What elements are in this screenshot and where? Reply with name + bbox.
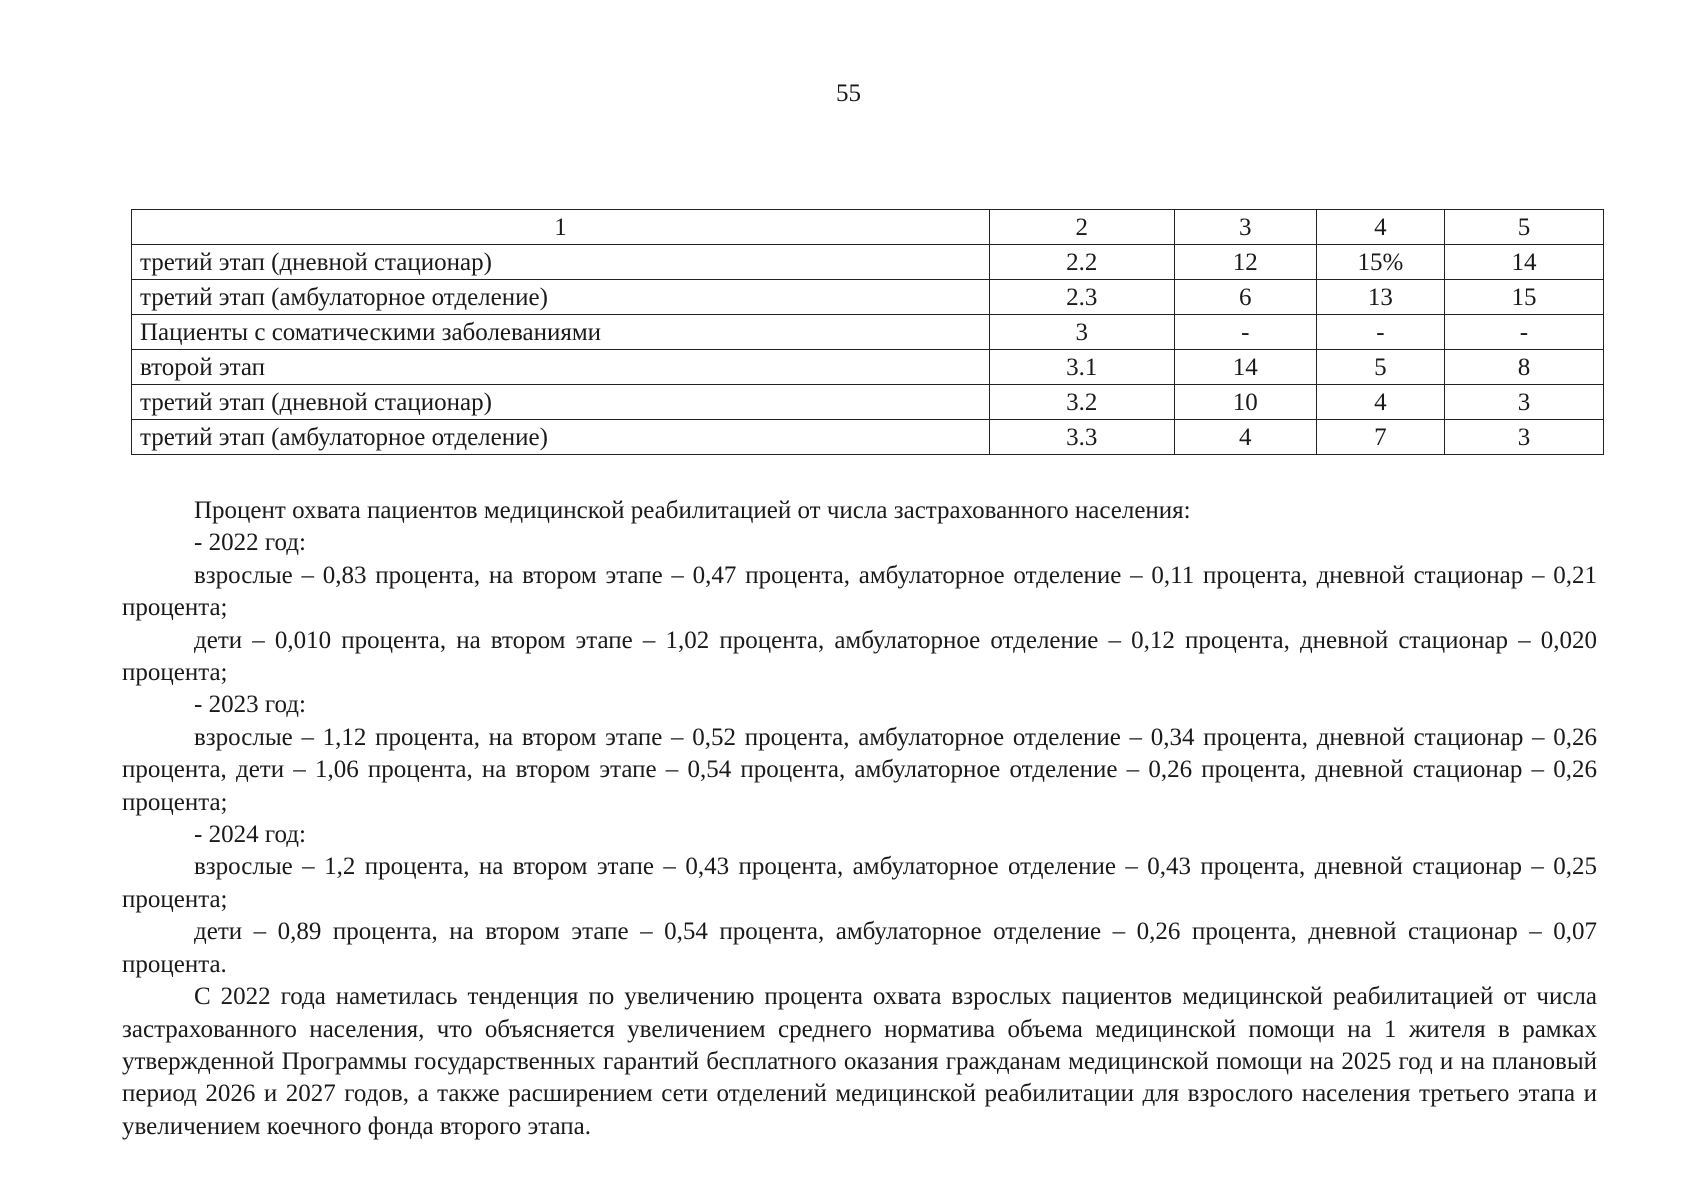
table-cell: 4 — [1316, 385, 1444, 420]
paragraph: - 2024 год: — [194, 821, 306, 849]
table-cell: 2.2 — [989, 245, 1174, 280]
table-cell: - — [1316, 315, 1444, 350]
table-cell: 10 — [1174, 385, 1316, 420]
table-cell: 13 — [1316, 280, 1444, 315]
table-cell: третий этап (дневной стационар) — [132, 385, 990, 420]
table-header-cell: 3 — [1174, 210, 1316, 245]
table-header-cell: 4 — [1316, 210, 1444, 245]
table-row — [132, 245, 1604, 280]
table-cell: 3 — [1444, 420, 1603, 455]
table-header-cell: 1 — [132, 210, 990, 245]
table-cell: 4 — [1174, 420, 1316, 455]
paragraph: взрослые – 1,2 процента, на втором этапе – 0,43 процента, амбулаторное отделение – 0,43 процента, дневной стационар – 0,25 процента; — [122, 853, 1597, 913]
table-cell: третий этап (амбулаторное отделение) — [132, 280, 990, 315]
table-cell: 5 — [1316, 350, 1444, 385]
paragraph: - 2023 год: — [194, 691, 306, 719]
table-cell: 7 — [1316, 420, 1444, 455]
paragraph: дети – 0,89 процента, на втором этапе – 0,54 процента, амбулаторное отделение – 0,26 процента, дневной стационар – 0,07 процента. — [122, 918, 1597, 978]
table-cell: - — [1174, 315, 1316, 350]
data-table — [131, 209, 1604, 455]
table-cell: 3.3 — [989, 420, 1174, 455]
table-cell: 14 — [1444, 245, 1603, 280]
table-cell: - — [1444, 315, 1603, 350]
table-cell: 6 — [1174, 280, 1316, 315]
table-header-cell: 5 — [1444, 210, 1603, 245]
paragraph: С 2022 года наметилась тенденция по увеличению процента охвата взрослых пациентов медицинской реабилитацией от числа застрахованного населения, что объясняется увеличением среднего норматива объема медицинской помощи на 1 жителя в рамках утвержденной Программы государственных гарантий бесплатного оказания гражданам медицинской помощи на 2025 год и на плановый период 2026 и 2027 годов, а также расширением сети отделений медицинской реабилитации для взрослого населения третьего этапа и увеличением коечного фонда второго этапа. — [122, 983, 1597, 1140]
table-cell: третий этап (дневной стационар) — [132, 245, 990, 280]
table-row — [132, 280, 1604, 315]
paragraph: - 2022 год: — [194, 529, 306, 557]
table-cell: 3 — [989, 315, 1174, 350]
paragraph: Процент охвата пациентов медицинской реабилитацией от числа застрахованного населения: — [194, 497, 1191, 524]
body-text — [122, 495, 1597, 1143]
table-row — [132, 420, 1604, 455]
paragraph: взрослые – 1,12 процента, на втором этапе – 0,52 процента, амбулаторное отделение – 0,34 процента, дневной стационар – 0,26 процента, дети – 1,06 процента, на втором этапе – 0,54 процента, амбулаторное отделение – 0,26 процента, дневной стационар – 0,26 процента; — [122, 723, 1597, 816]
paragraph: дети – 0,010 процента, на втором этапе – 1,02 процента, амбулаторное отделение – 0,12 процента, дневной стационар – 0,020 процента; — [122, 626, 1597, 687]
table-row — [132, 350, 1604, 385]
table-cell: 3.1 — [989, 350, 1174, 385]
paragraph: взрослые – 0,83 процента, на втором этапе – 0,47 процента, амбулаторное отделение – 0,11 процента, дневной стационар – 0,21 процента; — [122, 561, 1597, 622]
table-header-cell: 2 — [989, 210, 1174, 245]
table-row — [132, 385, 1604, 420]
table-cell: 8 — [1444, 350, 1603, 385]
table-cell: 2.3 — [989, 280, 1174, 315]
table-header-row — [132, 210, 1604, 245]
table-cell: 12 — [1174, 245, 1316, 280]
table-cell: третий этап (амбулаторное отделение) — [132, 420, 990, 455]
table-cell: 14 — [1174, 350, 1316, 385]
page-number: 55 — [836, 80, 861, 107]
table-cell: 3 — [1444, 385, 1603, 420]
table-cell: 15% — [1316, 245, 1444, 280]
table-cell: второй этап — [132, 350, 990, 385]
table-cell: 3.2 — [989, 385, 1174, 420]
table-cell: Пациенты с соматическими заболеваниями — [132, 315, 990, 350]
table-row — [132, 315, 1604, 350]
table-cell: 15 — [1444, 280, 1603, 315]
